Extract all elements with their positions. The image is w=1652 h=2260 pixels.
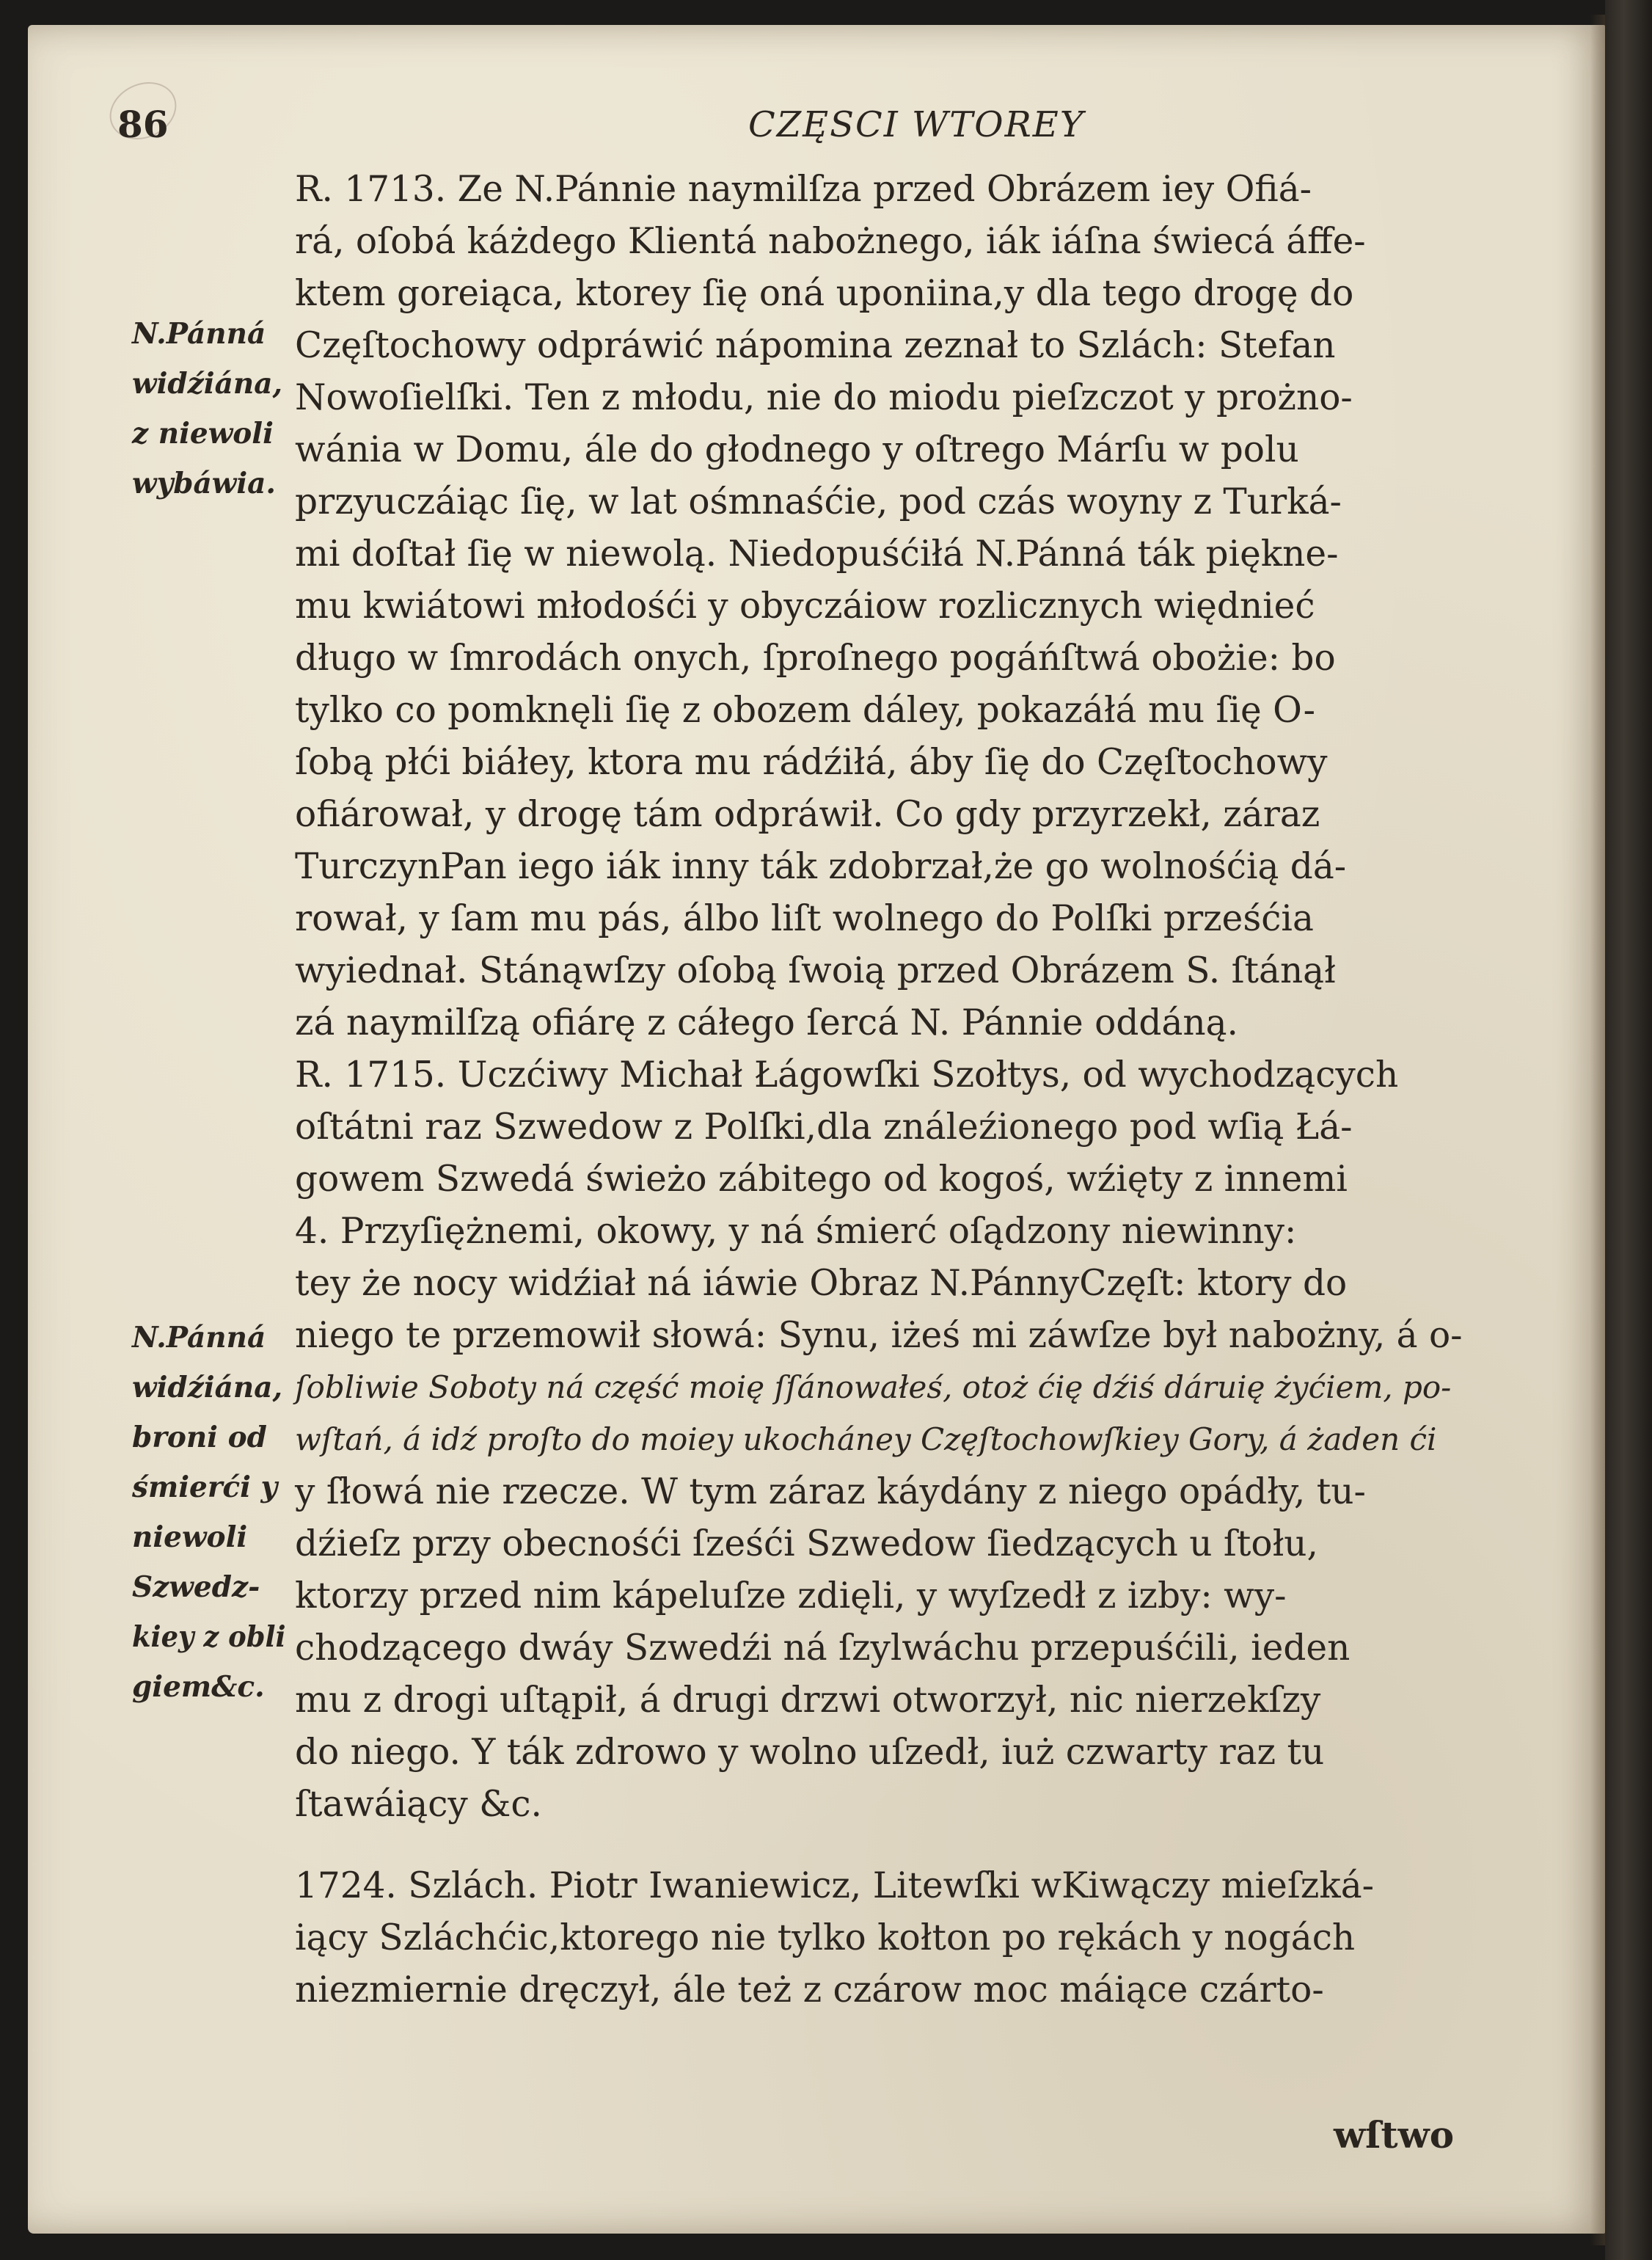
body-line: gowem Szwedá świeżo zábitego od kogoś, wźięty z innemi xyxy=(295,1159,1348,1200)
sidenote-line: śmierći y xyxy=(132,1470,278,1504)
sidenote-line: giem&c. xyxy=(132,1670,265,1704)
body-line: mu kwiátowi młodośći y obyczáiow rozlicznych więdnieć xyxy=(295,586,1315,627)
body-line: długo w ſmrodách onych, ſproſnego pogáńſtwá obożie: bo xyxy=(295,638,1336,679)
body-line: ktorzy przed nim kápeluſze zdięli, y wyſzedł z izby: wy- xyxy=(295,1575,1287,1616)
body-line: ktem goreiąca, ktorey ſię oná uponiina,y dla tego drogę do xyxy=(295,273,1354,314)
sidenote-line: widźiána, xyxy=(132,367,283,401)
body-line: TurczynPan iego iák inny ták zdobrzał,że go wolnośćią dá- xyxy=(295,846,1347,887)
sidenote-line: kiey z obli xyxy=(132,1620,286,1654)
body-line: wánia w Domu, ále do głodnego y oſtrego Márſu w polu xyxy=(295,429,1299,470)
body-line: do niego. Y ták zdrowo y wolno uſzedł, iuż czwarty raz tu xyxy=(295,1732,1325,1773)
book-gutter xyxy=(1605,0,1652,2260)
sidenote-line: N.Pánná xyxy=(132,317,266,351)
running-head: CZĘSCI WTOREY xyxy=(748,104,1085,145)
sidenote-line: N.Pánná xyxy=(132,1321,266,1355)
sidenote-line: broni od xyxy=(132,1421,267,1454)
body-line: zá naymilſzą ofiárę z cáłego ſercá N. Pánnie oddáną. xyxy=(295,1002,1238,1043)
sidenote-line: Szwedz- xyxy=(132,1570,260,1604)
sidenote-line: wybáwia. xyxy=(132,467,277,500)
body-line: chodzącego dwáy Szwedźi ná ſzylwáchu przepuśćili, ieden xyxy=(295,1627,1351,1669)
body-line: wyiednał. Stánąwſzy oſobą ſwoią przed Obrázem S. ſtánął xyxy=(295,950,1336,991)
sidenote-line: widźiána, xyxy=(132,1371,283,1404)
sidenote-line: niewoli xyxy=(132,1520,248,1554)
body-line: ſtawáiący &c. xyxy=(295,1784,542,1825)
body-line: niezmiernie dręczył, ále też z czárow moc máiące czárto- xyxy=(295,1969,1324,2011)
body-line: ſobliwie Soboty ná część moię ſſánowałeś, otoż ćię dźiś dáruię żyćiem, po- xyxy=(295,1369,1452,1405)
body-line: iący Szláchćic,ktorego nie tylko kołton po rękách y nogách xyxy=(295,1917,1356,1958)
body-line: przyuczáiąc ſię, w lat ośmnaśćie, pod czás woyny z Turká- xyxy=(295,481,1342,522)
catchword: wſtwo xyxy=(1334,2113,1455,2157)
body-line: dźieſz przy obecnośći ſześći Szwedow ſiedzących u ſtołu, xyxy=(295,1523,1318,1564)
body-line: Nowoſielſki. Ten z młodu, nie do miodu pieſzczot y prożno- xyxy=(295,377,1353,418)
body-line: R. 1715. Uczćiwy Michał Łágowſki Szołtys, od wychodzących xyxy=(295,1054,1399,1096)
body-line: 1724. Szlách. Piotr Iwaniewicz, Litewſki wKiwączy mieſzká- xyxy=(295,1865,1375,1906)
body-line: oſtátni raz Szwedow z Polſki,dla ználeźionego pod wſią Łá- xyxy=(295,1107,1353,1148)
sidenote-line: z niewoli xyxy=(132,417,274,451)
body-line: ofiárował, y drogę tám odpráwił. Co gdy przyrzekł, záraz xyxy=(295,794,1320,835)
body-line: Częſtochowy odpráwić nápomina zeznał to Szlách: Stefan xyxy=(295,325,1336,366)
body-line: y ſłowá nie rzecze. W tym záraz káydány z niego opádły, tu- xyxy=(295,1471,1366,1512)
body-line: mi doſtał ſię w niewolą. Niedopuśćiłá N.Pánná ták piękne- xyxy=(295,533,1339,575)
body-line: wſtań, á idź proſto do moiey ukocháney Częſtochowſkiey Gory, á żaden ći xyxy=(295,1421,1437,1457)
page-edge-shadow xyxy=(1590,15,1607,2245)
body-line: R. 1713. Ze N.Pánnie naymilſza przed Obrázem iey Ofiá- xyxy=(295,169,1312,210)
body-line: 4. Przyſiężnemi, okowy, y ná śmierć oſądzony niewinny: xyxy=(295,1211,1297,1252)
body-line: tylko co pomknęli ſię z obozem dáley, pokazáłá mu ſię O- xyxy=(295,690,1316,731)
body-line: tey że nocy widźiał ná iáwie Obraz N.PánnyCzęſt: ktory do xyxy=(295,1263,1348,1304)
body-line: ſobą płći biáłey, ktora mu rádźiłá, áby ſię do Częſtochowy xyxy=(295,742,1328,783)
body-line: rá, oſobá káżdego Klientá nabożnego, iák iáſna świecá áffe- xyxy=(295,221,1366,262)
body-line: rował, y ſam mu pás, álbo liſt wolnego do Polſki prześćia xyxy=(295,898,1314,939)
body-line: niego te przemowił słowá: Synu, iżeś mi záwſze był nabożny, á o- xyxy=(295,1315,1463,1356)
page-number: 86 xyxy=(117,103,169,146)
body-line: mu z drogi uſtąpił, á drugi drzwi otworzył, nic nierzekſzy xyxy=(295,1680,1321,1721)
